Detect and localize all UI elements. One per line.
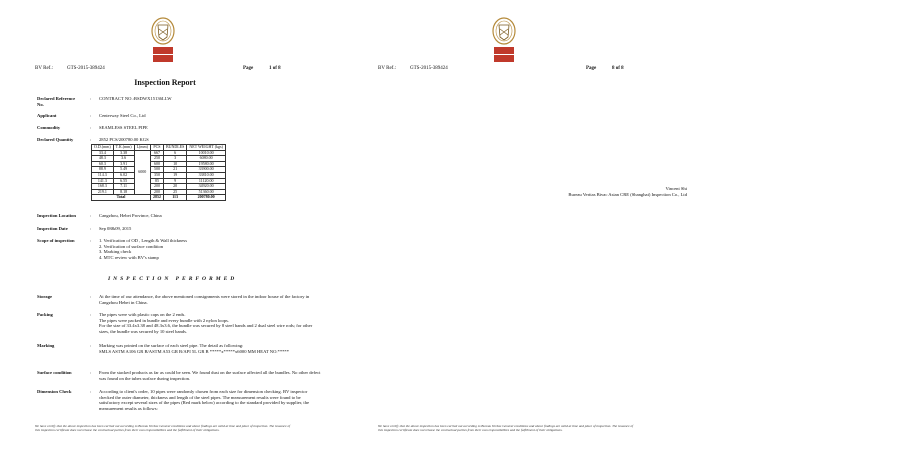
- field-label: Inspection Date: [37, 226, 68, 231]
- cell-od: 48.3: [92, 156, 114, 162]
- page-number: 8 of 8: [612, 66, 624, 71]
- cell-tk: 5.49: [113, 167, 134, 173]
- cell-bundles: 19: [163, 172, 186, 178]
- field-value: From the stacked products as far as could be seen. We found dust on the surface affected all the bundles. No other defect was found on the tubes surface during inspection.: [99, 370, 321, 381]
- field-label: Applicant: [37, 113, 57, 118]
- field-label: Declared Quantity: [37, 137, 74, 142]
- col-header-pcs: PCS: [150, 145, 163, 151]
- bv-ref-label: BV Ref.:: [35, 66, 53, 71]
- bv-ref-value: GTS-2015-389424: [410, 66, 448, 71]
- col-header-bundles: BUNDLES: [163, 145, 186, 151]
- col-header-net-weight: NET WEIGHT (kgs): [187, 145, 226, 151]
- cell-bundles: 3: [163, 156, 186, 162]
- quantity-table: [91, 144, 226, 201]
- field-label: Surface condition: [37, 370, 72, 375]
- packing-line: The pipes were with plastic caps on the 2 ends.: [99, 312, 186, 317]
- cell-pcs: 350: [150, 172, 163, 178]
- col-header-length: L(mm): [134, 145, 150, 151]
- field-label: Packing: [37, 312, 53, 317]
- col-header-tk: T.K.(mm): [113, 145, 134, 151]
- field-value: SEAMLESS STEEL PIPE: [99, 125, 148, 130]
- total-bundles: 113: [163, 195, 186, 201]
- list-item: 1. Verification of OD , Length & Wall thickness: [99, 238, 187, 243]
- field-label: Dimension Check: [37, 389, 72, 394]
- field-label: Scope of inspection: [37, 238, 75, 243]
- cell-bundles: 9: [163, 178, 186, 184]
- field-label: Declared Reference No.: [37, 96, 76, 107]
- cell-tk: 8.18: [113, 189, 134, 195]
- cell-pcs: 500: [150, 167, 163, 173]
- cell-od: 141.3: [92, 178, 114, 184]
- cell-tk: 3.6: [113, 156, 134, 162]
- signatory-organization: Bureau Veritas Bivac Asian CRE (Shanghai) Inspection Co., Ltd: [568, 192, 687, 197]
- marking-line: Marking was printed on the surface of each steel pipe. The detail as following:: [99, 343, 244, 348]
- packing-line: The pipes were packed in bundle and every bundle with 2 nylon loops.: [99, 317, 229, 323]
- cell-bundles: 25: [163, 189, 186, 195]
- cell-pcs: 600: [150, 161, 163, 167]
- cell-tk: 6.02: [113, 172, 134, 178]
- cell-pcs: 667: [150, 150, 163, 156]
- cell-bundles: 6: [163, 150, 186, 156]
- page-label: Page: [243, 66, 254, 71]
- field-value: At the time of our attendance, the above mentioned consignments were stored in the indoor house of the factory in Cangzhou Hebei in China.: [99, 294, 310, 305]
- field-value: CONTRACT NO.:BSDWX15136LLW: [99, 96, 172, 101]
- cell-tk: 6.55: [113, 178, 134, 184]
- field-label: Marking: [37, 343, 55, 348]
- field-value: Cangzhou, Hebei Province, China: [99, 213, 162, 218]
- cell-od: 88.9: [92, 167, 114, 173]
- cell-od: 168.3: [92, 184, 114, 190]
- cell-od: 219.1: [92, 189, 114, 195]
- cell-weight: 33900.00: [187, 167, 226, 173]
- list-item: 3. Marking check: [99, 249, 132, 255]
- total-weight: 200780.00: [187, 195, 226, 201]
- cell-tk: 3.38: [113, 150, 134, 156]
- field-value: According to client's order, 10 pipes were randomly chosen from each size for dimension checking. BV inspector checked the outer diameter, thickness and length of the steel pipes. The measurement results were found to be satisfactory except several sizes of the pipes (Red mark below) according to the standard provided by supplier, the measurement results as follows:: [99, 389, 310, 411]
- field-value: 2852 PCS/200780.00 KGS: [99, 137, 149, 142]
- list-item: 4. MTC review with BV's stamp: [99, 254, 159, 260]
- page-header: [35, 66, 425, 74]
- cell-bundles: 20: [163, 184, 186, 190]
- cell-weight: 34920.00: [187, 184, 226, 190]
- field-label: Commodity: [37, 125, 61, 130]
- report-title: Inspection Report: [134, 78, 196, 87]
- cell-od: 60.3: [92, 161, 114, 167]
- cell-tk: 3.91: [113, 161, 134, 167]
- disclaimer-footer: We have certify that the above inspection has been carried out according to Bureau Veritas General conditions and above findings are valid at time and place of inspection. The issuance of this inspection certificate does not release the contractual parties from their own responsibilities and the fulfillment of their obligations.: [378, 424, 634, 432]
- page-header: [378, 66, 768, 74]
- field-label: Storage: [37, 294, 53, 299]
- field-value: [99, 343, 321, 354]
- field-value: Sep 08&09, 2015: [99, 226, 132, 231]
- bv-ref-value: GTS-2015-389424: [67, 66, 105, 71]
- table-total-row: [92, 195, 226, 201]
- field-value: Centerway Steel Co., Ltd: [99, 113, 146, 118]
- cell-od: 33.4: [92, 150, 114, 156]
- cell-weight: 11120.00: [187, 178, 226, 184]
- cell-pcs: 200: [150, 184, 163, 190]
- cell-bundles: 10: [163, 161, 186, 167]
- cell-length: 6000: [134, 150, 150, 195]
- bureau-veritas-logo: [148, 17, 178, 69]
- field-value: [99, 312, 321, 334]
- cell-weight: 51360.00: [187, 189, 226, 195]
- signatory-name: Vincent Shi: [665, 186, 687, 191]
- cell-weight: 33810.00: [187, 172, 226, 178]
- cell-od: 114.3: [92, 172, 114, 178]
- total-label: Total: [92, 195, 151, 201]
- cell-weight: 10010.00: [187, 150, 226, 156]
- marking-line: SMLS ASTM A106 GR B/ASTM A53 GR B/API 5L GR B *****x*****x6000 MM HEAT NO.*****: [99, 348, 290, 354]
- cell-pcs: 250: [150, 156, 163, 162]
- total-pcs: 2852: [150, 195, 163, 201]
- cell-pcs: 200: [150, 189, 163, 195]
- cell-weight: 6080.00: [187, 156, 226, 162]
- list-item: 2. Verification of surface condition: [99, 243, 164, 249]
- report-page-1: BV Ref.: GTS-2015-389424 Page 1 of 8 Inspection Report Declared Reference No. : CONTRACT NO.:BSDWX15136LLW Applicant : Centerway Steel Co., Ltd Commodity : SEAMLESS STEEL PIPE Declared Quantity : 2852 PCS/200780.00 KGS O.D.(mm) T.K.(mm) L(mm) PCS BUNDLES NET WEIGHT (kgs) 33.4 3.38 6000 667 6 10010.00 48.3 3.6 250 3 6080.00 60.3 3.91 600 10 19580.00 88.9 5.49 500 21 33900.00 114.3 6.02 350 19 33810.00 141.3 6.55 85 9 11120.00 168.3 7.11 200 20 34920.00 219.1 8.18 200 25 51360.00 Total 2852 113 200780.00 Inspection Location : Cangzhou, Hebei Province, China Inspection Date : Sep 08&09, 2015 Scope of inspection : 1. Verification of OD , Length & Wall thickness 2. Verification of surface condition 3. Marking check 4. MTC review with BV's stamp INSPECTION PERFORMED Storage : At the time of our attendance, the above mentioned consignments were stored in the indoor house of the factory in Cangzhou Hebei in China. Packing : The pipes were with plastic caps on the 2 ends. The pipes were packed in bundle and every bundle with 2 nylon loops. For the size of 33.4x3.38 and 48.3x3.6, the bundle was secured by 8 steel bands and 2 dual steel wire rods; for other sizes, the bundle was secured by 10 steel bands. Marking : Marking was printed on the surface of each steel pipe. The detail as following: SMLS ASTM A106 GR B/ASTM A53 GR B/API 5L GR B *****x*****x6000 MM HEAT NO.***** Surface condition : From the stacked products as far as could be seen. We found dust on the surface affected all the bundles. No other defect was found on the tubes surface during inspection. Dimension Check : According to client's order, 10 pipes were randomly chosen from each size for dimension checking. BV inspector checked the outer diameter, thickness and length of the steel pipes. The measurement results were found to be satisfactory except several sizes of the pipes (Red mark below) according to the standard provided by supplier, the measurement results as follows: We have certify that the above inspection has been carried out according to Bureau Veritas General conditions and above findings are valid at time and place of inspection. The issuance of this inspection certificate does not release the contractual parties from their own responsibilities and the fulfillment of their obligations.: [0, 0, 450, 450]
- section-heading-performed: INSPECTION PERFORMED: [108, 276, 238, 282]
- bv-ref-label: BV Ref.:: [378, 66, 396, 71]
- page-number: 1 of 8: [269, 66, 281, 71]
- bureau-veritas-logo: [489, 17, 519, 69]
- disclaimer-footer: We have certify that the above inspection has been carried out according to Bureau Veritas General conditions and above findings are valid at time and place of inspection. The issuance of this inspection certificate does not release the contractual parties from their own responsibilities and the fulfillment of their obligations.: [35, 424, 291, 432]
- scope-list: [99, 238, 321, 260]
- field-label: Inspection Location: [37, 213, 76, 218]
- page-label: Page: [586, 66, 597, 71]
- report-page-8: [378, 0, 900, 450]
- cell-pcs: 85: [150, 178, 163, 184]
- cell-tk: 7.11: [113, 184, 134, 190]
- packing-line: For the size of 33.4x3.38 and 48.3x3.6, the bundle was secured by 8 steel bands and 2 dual steel wire rods; for other sizes, the bundle was secured by 10 steel bands.: [99, 323, 313, 334]
- cell-bundles: 21: [163, 167, 186, 173]
- cell-weight: 19580.00: [187, 161, 226, 167]
- col-header-od: O.D.(mm): [92, 145, 114, 151]
